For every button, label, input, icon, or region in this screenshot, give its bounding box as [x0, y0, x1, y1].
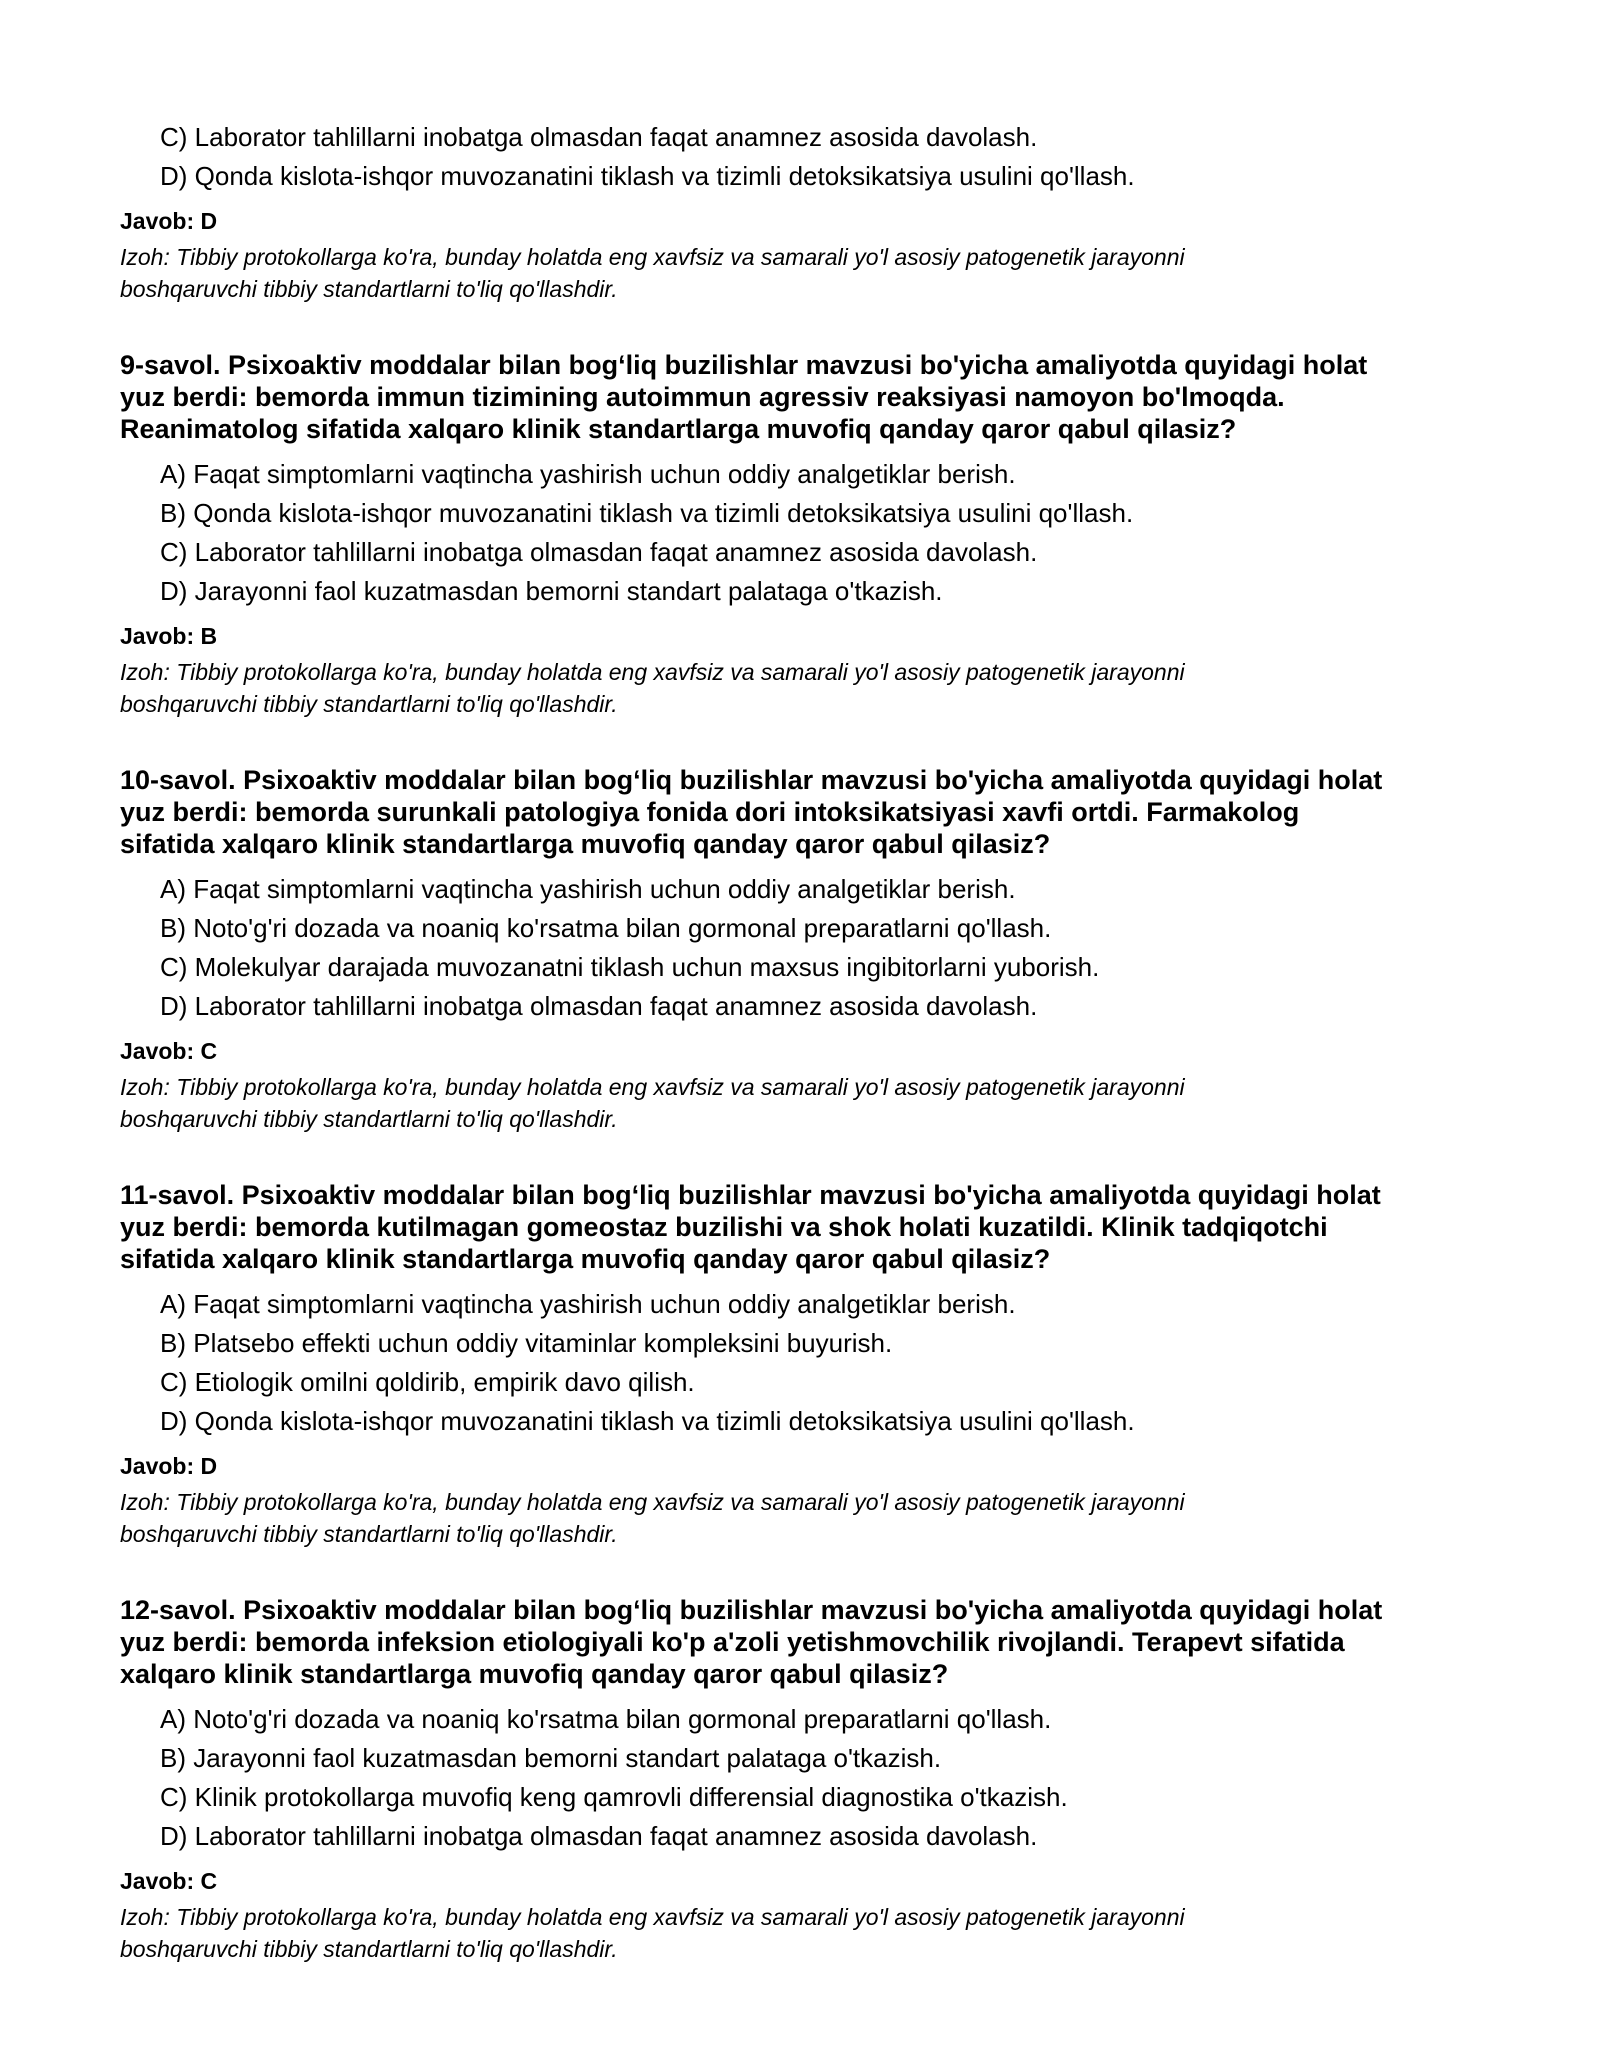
answer-label: Javob: D [120, 208, 218, 234]
option-b: B) Platsebo effekti uchun oddiy vitaminlar kompleksini buyurish. [160, 1328, 893, 1358]
question-9 [120, 349, 1480, 720]
question-title-line: yuz berdi: bemorda kutilmagan gomeostaz buzilishi va shok holati kuzatildi. Klinik tadqiqotchi [120, 1212, 1328, 1242]
explanation-line: boshqaruvchi tibbiy standartlarni to'liq qo'llashdir. [120, 1520, 618, 1547]
option-d: D) Laborator tahlillarni inobatga olmasdan faqat anamnez asosida davolash. [160, 1821, 1038, 1851]
question-title-line: yuz berdi: bemorda surunkali patologiya fonida dori intoksikatsiyasi xavfi ortdi. Farmakolog [120, 797, 1300, 827]
question-title-line: yuz berdi: bemorda infeksion etiologiyali ko'p a'zoli yetishmovchilik rivojlandi. Terapevt sifatida [120, 1627, 1345, 1657]
explanation-line: Izoh: Tibbiy protokollarga ko'ra, bunday holatda eng xavfsiz va samarali yo'l asosiy patogenetik jarayonni [120, 1074, 1185, 1100]
explanation-note [120, 1072, 1480, 1135]
answer-label: Javob: C [120, 1868, 218, 1894]
explanation-line: Izoh: Tibbiy protokollarga ko'ra, bunday holatda eng xavfsiz va samarali yo'l asosiy patogenetik jarayonni [120, 1904, 1185, 1930]
option-list [120, 455, 1480, 611]
option-d: D) Qonda kislota-ishqor muvozanatini tiklash va tizimli detoksikatsiya usulini qo'llash. [160, 161, 1135, 191]
explanation-note [120, 1487, 1480, 1550]
option-c: C) Laborator tahlillarni inobatga olmasdan faqat anamnez asosida davolash. [160, 537, 1038, 567]
option-d: D) Jarayonni faol kuzatmasdan bemorni standart palataga o'tkazish. [160, 576, 943, 606]
answer-label: Javob: B [120, 623, 218, 649]
option-b: B) Qonda kislota-ishqor muvozanatini tiklash va tizimli detoksikatsiya usulini qo'llash. [160, 498, 1134, 528]
option-c: C) Laborator tahlillarni inobatga olmasdan faqat anamnez asosida davolash. [160, 122, 1038, 152]
option-a: A) Faqat simptomlarni vaqtincha yashirish uchun oddiy analgetiklar berish. [160, 1289, 1016, 1319]
option-a: A) Faqat simptomlarni vaqtincha yashirish uchun oddiy analgetiklar berish. [160, 459, 1016, 489]
question-title-line: 9-savol. Psixoaktiv moddalar bilan bog‘liq buzilishlar mavzusi bo'yicha amaliyotda quyidagi holat [120, 350, 1368, 380]
question-title [120, 1594, 1480, 1690]
explanation-line: boshqaruvchi tibbiy standartlarni to'liq qo'llashdir. [120, 275, 618, 302]
explanation-note [120, 242, 1480, 305]
question-title-line: 10-savol. Psixoaktiv moddalar bilan bog‘liq buzilishlar mavzusi bo'yicha amaliyotda quyidagi holat [120, 765, 1383, 795]
option-b: B) Jarayonni faol kuzatmasdan bemorni standart palataga o'tkazish. [160, 1743, 942, 1773]
explanation-line: Izoh: Tibbiy protokollarga ko'ra, bunday holatda eng xavfsiz va samarali yo'l asosiy patogenetik jarayonni [120, 1489, 1185, 1515]
explanation-note [120, 1902, 1480, 1965]
option-c: C) Klinik protokollarga muvofiq keng qamrovli differensial diagnostika o'tkazish. [160, 1782, 1068, 1812]
option-list [120, 1285, 1480, 1441]
question-title [120, 349, 1480, 445]
question-11 [120, 1179, 1480, 1550]
explanation-line: boshqaruvchi tibbiy standartlarni to'liq qo'llashdir. [120, 690, 618, 717]
option-d: D) Qonda kislota-ishqor muvozanatini tiklash va tizimli detoksikatsiya usulini qo'llash. [160, 1406, 1135, 1436]
explanation-note [120, 657, 1480, 720]
question-title-line: xalqaro klinik standartlarga muvofiq qanday qaror qabul qilasiz? [120, 1659, 949, 1689]
explanation-line: boshqaruvchi tibbiy standartlarni to'liq qo'llashdir. [120, 1105, 618, 1132]
option-d: D) Laborator tahlillarni inobatga olmasdan faqat anamnez asosida davolash. [160, 991, 1038, 1021]
question-10 [120, 764, 1480, 1135]
document-page [120, 118, 1480, 1965]
option-a: A) Noto'g'ri dozada va noaniq ko'rsatma bilan gormonal preparatlarni qo'llash. [160, 1704, 1052, 1734]
explanation-line: Izoh: Tibbiy protokollarga ko'ra, bunday holatda eng xavfsiz va samarali yo'l asosiy patogenetik jarayonni [120, 659, 1185, 685]
option-list [120, 870, 1480, 1026]
question-title-line: 11-savol. Psixoaktiv moddalar bilan bog‘liq buzilishlar mavzusi bo'yicha amaliyotda quyidagi holat [120, 1180, 1381, 1210]
question-title-line: Reanimatolog sifatida xalqaro klinik standartlarga muvofiq qanday qaror qabul qilasiz? [120, 414, 1237, 444]
question-8-continuation [120, 118, 1480, 305]
option-b: B) Noto'g'ri dozada va noaniq ko'rsatma bilan gormonal preparatlarni qo'llash. [160, 913, 1052, 943]
option-list [120, 118, 1480, 196]
question-title [120, 1179, 1480, 1275]
question-title-line: sifatida xalqaro klinik standartlarga muvofiq qanday qaror qabul qilasiz? [120, 829, 1051, 859]
option-a: A) Faqat simptomlarni vaqtincha yashirish uchun oddiy analgetiklar berish. [160, 874, 1016, 904]
question-title-line: 12-savol. Psixoaktiv moddalar bilan bog‘liq buzilishlar mavzusi bo'yicha amaliyotda quyidagi holat [120, 1595, 1383, 1625]
answer-label: Javob: C [120, 1038, 218, 1064]
question-title [120, 764, 1480, 860]
answer-label: Javob: D [120, 1453, 218, 1479]
question-title-line: sifatida xalqaro klinik standartlarga muvofiq qanday qaror qabul qilasiz? [120, 1244, 1051, 1274]
explanation-line: boshqaruvchi tibbiy standartlarni to'liq qo'llashdir. [120, 1935, 618, 1962]
explanation-line: Izoh: Tibbiy protokollarga ko'ra, bunday holatda eng xavfsiz va samarali yo'l asosiy patogenetik jarayonni [120, 244, 1185, 270]
option-c: C) Etiologik omilni qoldirib, empirik davo qilish. [160, 1367, 695, 1397]
question-12 [120, 1594, 1480, 1965]
option-list [120, 1700, 1480, 1856]
question-title-line: yuz berdi: bemorda immun tizimining autoimmun agressiv reaksiyasi namoyon bo'lmoqda. [120, 382, 1285, 412]
option-c: C) Molekulyar darajada muvozanatni tiklash uchun maxsus ingibitorlarni yuborish. [160, 952, 1100, 982]
